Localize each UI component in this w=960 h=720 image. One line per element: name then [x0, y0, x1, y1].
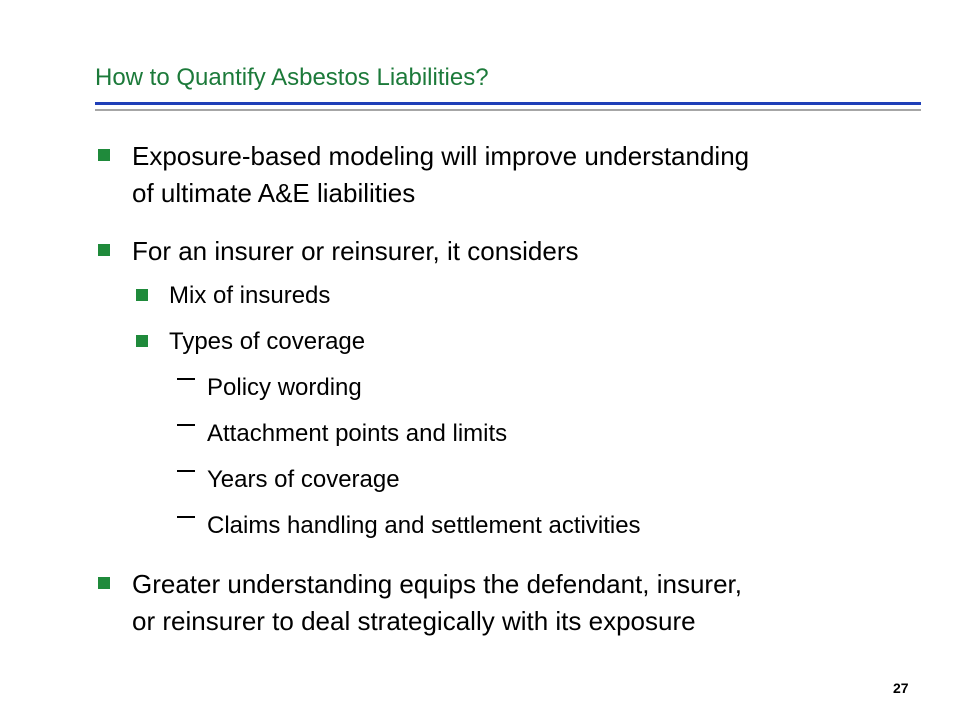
sub-bullet-text: Types of coverage — [169, 328, 366, 355]
bullet-text-line: Exposure-based modeling will improve understanding — [132, 141, 750, 171]
dash-item-text: Years of coverage — [207, 466, 400, 493]
title-divider-grey — [95, 109, 921, 111]
bullet-text-line: of ultimate A&E liabilities — [132, 178, 416, 208]
page-number: 27 — [893, 680, 909, 696]
slide-title: How to Quantify Asbestos Liabilities? — [95, 64, 489, 91]
dash-bullet-icon — [177, 378, 195, 380]
square-bullet-icon — [98, 244, 110, 256]
bullet-text-line: or reinsurer to deal strategically with its exposure — [132, 606, 696, 636]
title-divider-blue — [95, 102, 921, 105]
bullet-text-line: For an insurer or reinsurer, it considers — [132, 236, 579, 266]
square-bullet-icon — [136, 289, 148, 301]
dash-bullet-icon — [177, 470, 195, 472]
dash-item-text: Attachment points and limits — [207, 420, 508, 447]
dash-bullet-icon — [177, 424, 195, 426]
square-bullet-icon — [136, 335, 148, 347]
dash-item-text: Policy wording — [207, 374, 362, 401]
square-bullet-icon — [98, 577, 110, 589]
square-bullet-icon — [98, 149, 110, 161]
dash-bullet-icon — [177, 516, 195, 518]
bullet-text-line: Greater understanding equips the defendant, insurer, — [132, 569, 742, 599]
sub-bullet-text: Mix of insureds — [169, 282, 331, 309]
dash-item-text: Claims handling and settlement activities — [207, 512, 641, 539]
